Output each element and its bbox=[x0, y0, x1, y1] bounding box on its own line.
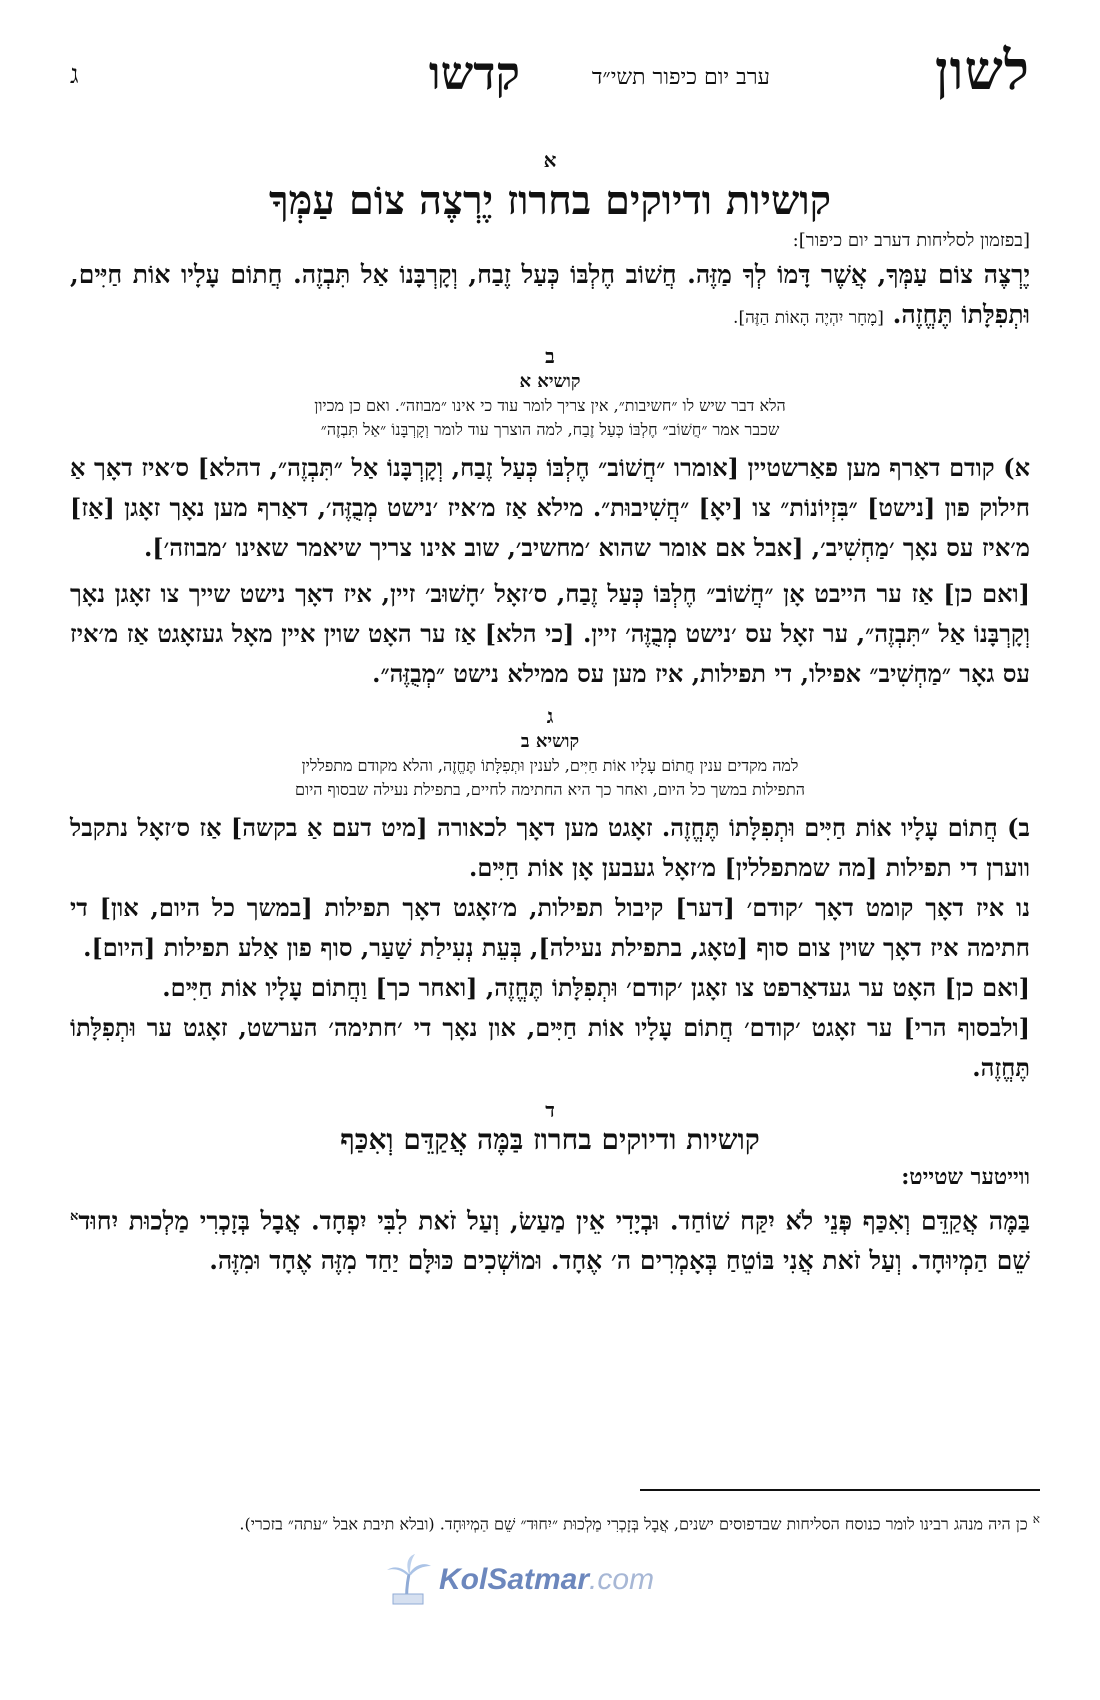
paragraph-text: שֵׁם הַמְיוּחָד. וְעַל זֹאת אֲנִי בּוֹטֵחַ בְּאָמְרִים ה׳ אֶחָד. וּמוֹשְׁכִים כּוּלָּם יַחַד מִזֶּה אֶחָד וּמִזֶּה. bbox=[209, 1246, 1030, 1276]
watermark-text: KolSatmar.com bbox=[439, 1563, 655, 1596]
kushya-line: שכבר אמר ״חֲשׁוֹב״ חֶלְבּוֹ כְּעַל זֶבַח, למה הוצרך עוד לומר וְקָרְבָּנוֹ ״אַל תִּבְזֶה״ bbox=[320, 420, 780, 439]
section-2 bbox=[70, 344, 1030, 442]
section-title: קושיות ודיוקים בחרוז יֶרְצֶה צוֹם עַמְּךָ bbox=[269, 177, 831, 224]
footnote bbox=[70, 1507, 1040, 1536]
section-intro: ווייטער שטייט: bbox=[901, 1164, 1030, 1190]
section-letter: ג bbox=[546, 704, 554, 728]
footnote-text: כן היה מנהג רבינו לומר כנוסח הסליחות שבדפוסים ישנים, אֲבָל בְּזָכְרִי מַלְכוּת ״יִחוּד״ שֵׁם הַמְיוּחָד. (ובלא תיבת אבל ״עתה״ בזכרי). bbox=[239, 1514, 1028, 1534]
paragraph: [ולבסוף הרי] ער זאָגט ׳קודם׳ חֲתוֹם עָלָיו אוֹת חַיִּים, און נאָך די ׳חתימה׳ הערשט, זאָגט ער וּתְפִלָּתוֹ תֶּחֱזֶה. bbox=[70, 1013, 1030, 1082]
footnote-mark: א bbox=[1032, 1512, 1040, 1526]
footnote-divider bbox=[640, 1489, 1040, 1491]
page-header bbox=[60, 38, 1040, 108]
palm-tree-icon bbox=[385, 1554, 433, 1606]
paragraph: [ואם כן] האָט ער געדאַרפט צו זאָגן ׳קודם׳ וּתְפִלָּתוֹ תֶּחֱזֶה, [ואחר כך] וַחֲתוֹם עָלָיו אוֹת חַיִּים. bbox=[162, 973, 1030, 1002]
paragraph bbox=[70, 1197, 1030, 1281]
section-intro: [בפזמון לסליחות דערב יום כיפור]: bbox=[792, 230, 1030, 251]
paragraph: א) קודם דאַרף מען פאַרשטיין [אומרו ״חֲשׁוֹב״ חֶלְבּוֹ כְּעַל זֶבַח, וְקָרְבָּנוֹ אַל ״תִּבְזֶה״, דהלא] ס׳איז דאָך אַ חילוק פון [נישט] ״בִּזְיוֹנוֹת״ צו [יאָ] ״חֲשִׁיבוּת״. מילא אַז מ׳איז ׳נישט מְבֻזֶּה׳, דאַרף מען נאָך זאָגן [אַז] מ׳איז עס נאָך ׳מַחְשִׁיב׳, [אבל אם אומר שהוא ׳מחשיב׳, שוב אינו צריך שיאמר שאינו ׳מבוזה׳]. bbox=[70, 453, 1030, 562]
section-1 bbox=[70, 148, 1030, 224]
section-letter: א bbox=[543, 148, 557, 172]
document-body bbox=[70, 148, 1030, 1281]
paragraph: ב) חֲתוֹם עָלָיו אוֹת חַיִּים וּתְפִלָּתוֹ תֶּחֱזֶה. זאָגט מען דאָך לכאורה [מיט דעם אַ בקשה] אַז ס׳זאָל נתקבל ווערן די תפילות [מה שמתפללין] מ׳זאָל געבען אָן אוֹת חַיִּים. bbox=[70, 813, 1030, 882]
header-subtitle: ערב יום כיפור תשי״ד bbox=[591, 65, 770, 90]
paragraph bbox=[70, 255, 1030, 338]
paragraph-text: בַּמֶּה אֲקַדֵּם וְאִכַּף פְּנֵי לֹא יִקַּח שׁוֹחַד. וּבְיָדִי אֵין מַעַשׂ, וְעַל זֹאת לִבִּי יִפְחָד. אֲבָל בְּזָכְרִי מַלְכוּת יִחוּד bbox=[78, 1206, 1030, 1236]
section-4 bbox=[70, 1098, 1030, 1157]
kushya-line: התפילות במשך כל היום, ואחר כך היא החתימה לחיים, בתפילת נעילה שבסוף היום bbox=[294, 780, 805, 799]
header-brand-right: קדשו bbox=[428, 46, 520, 100]
section-letter: ב bbox=[545, 344, 555, 368]
section-letter: ד bbox=[545, 1098, 555, 1122]
kushya-heading: קושיא ב bbox=[520, 731, 580, 752]
header-brand-left: לשון bbox=[934, 38, 1030, 102]
footnote-ref[interactable]: א bbox=[70, 1209, 79, 1224]
kushya-line: הלא דבר שיש לו ״חשיבות״, אין צריך לומר עוד כי אינו ״מבוזה״. ואם כן מכיון bbox=[314, 396, 786, 415]
paragraph-note: [מָחָר יִהְיֶה הָאוֹת הַזֶּה]. bbox=[733, 308, 884, 328]
section-title: קושיות ודיוקים בחרוז בַּמֶּה אֲקַדֵּם וְאִכַּף bbox=[340, 1123, 760, 1156]
section-3 bbox=[70, 704, 1030, 802]
paragraph-text: יֶרְצֶה צוֹם עַמְּךָ, אֲשֶׁר דָּמוֹ לְךָ מַזֶּה. חֲשׁוֹב חֶלְבּוֹ כְּעַל זֶבַח, וְקָרְבָּנוֹ אַל תִּבְזֶה. חֲתוֹם עָלָיו אוֹת חַיִּים, וּתְפִלָּתוֹ תֶּחֱזֶה. bbox=[70, 260, 1030, 329]
paragraph: [ואם כן] אַז ער הייבט אָן ״חֲשׁוֹב״ חֶלְבּוֹ כְּעַל זֶבַח, ס׳זאָל ׳חָשׁוּב׳ זיין, איז דאָך נישט שייך צו זאָגן נאָך וְקָרְבָּנוֹ אַל ״תִּבְזֶה״, ער זאָל עס ׳נישט מְבֻזֶּה׳ זיין. [כי הלא] אַז ער האָט שוין איין מאָל געזאָגט אַז מ׳איז עס גאָר ״מַחְשִׁיב״ אפילו, די תפילות, איז מען עס ממילא נישט ״מְבֻזֶּה״. bbox=[70, 579, 1030, 688]
kushya-heading: קושיא א bbox=[519, 371, 581, 392]
paragraph: נו איז דאָך קומט דאָך ׳קודם׳ [דער] קיבול תפילות, מ׳זאָגט דאָך תפילות [במשך כל היום, און] די חתימה איז דאָך שוין צום סוף [טאָג, בתפילת נעילה], בְּעֵת נְעִילַת שַׁעַר, סוף פון אַלע תפילות [היום]. bbox=[70, 893, 1030, 962]
kushya-line: למה מקדים ענין חֲתוֹם עָלָיו אוֹת חַיִּים, לענין וּתְפִלָּתוֹ תֶּחֱזֶה, והלא מקודם מתפללין bbox=[301, 756, 799, 775]
page-number: ג bbox=[70, 60, 79, 90]
watermark bbox=[385, 1552, 715, 1608]
